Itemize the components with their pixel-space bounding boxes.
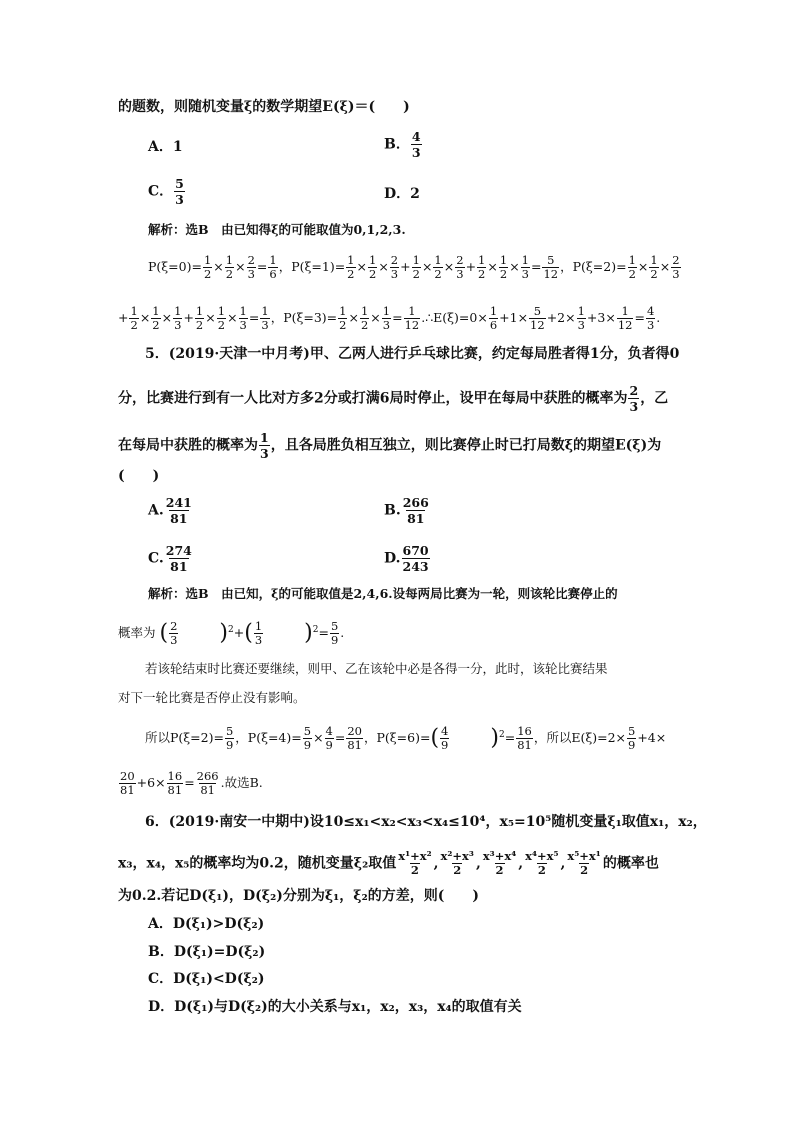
q5-solution-final: $\frac{20}{81}$ +6× $\frac{16}{81}$ = $\frac{266}{81}$ .故选B.	[120, 769, 263, 797]
q4-option-b: B． $\frac{4}{3}$	[384, 129, 421, 160]
q5-solution-para2-line2: 对下一轮比赛是否停止没有影响。	[118, 690, 306, 705]
fraction: $\frac{4}{3}$	[411, 129, 421, 160]
fraction: $\frac{5}{3}$	[175, 176, 184, 207]
q6-option-a: A．D(ξ₁)>D(ξ₂)	[148, 916, 265, 932]
q5-stem-line1: 5．(2019·天津一中月考)甲、乙两人进行乒乓球比赛，约定每局胜者得1分，负者得0	[145, 346, 680, 362]
q4-option-a: A．1	[148, 139, 183, 155]
q6-option-c: C．D(ξ₁)<D(ξ₂)	[148, 971, 265, 987]
q6-stem-line1: 6．(2019·南安一中期中)设10≤x₁<x₂<x₃<x₄≤10⁴，x₅=10⁵随机变量ξ₁取值x₁，x₂，	[145, 814, 707, 830]
q5-stem-line2: 分，比赛进行到有一人比对方多2分或打满6局时停止，设甲在每局中获胜的概率为 $\frac{2}{3}$ ，乙	[118, 383, 669, 414]
q4-option-d: D．2	[384, 186, 420, 202]
q5-option-c: C. $\frac{274}{81}$	[148, 543, 192, 574]
q5-solution-prob: 概率为 ( $\frac{2}{3}$ )$^2$+( $\frac{1}{3}$ )$^2$= $\frac{5}{9}$ .	[118, 619, 345, 648]
q5-solution-probs: 所以P(ξ=2)= $\frac{5}{9}$ ，P(ξ=4)= $\frac{5}{9}$ × $\frac{4}{9}$ = $\frac{20}{81}$ ，P(ξ=6)=( $\frac{4}{9}$ )$^2$= $\frac{16}{81}$ ，所以E(ξ)=2× $\frac{5}{9}$ +4×	[145, 724, 667, 753]
q5-solution-intro: 解析：选B 由已知，ξ的可能取值是2,4,6.设每两局比赛为一轮，则该轮比赛停止的	[148, 586, 618, 601]
q4-solution-line2: + $\frac{1}{2}$ × $\frac{1}{2}$ × $\frac{1}{3}$ + $\frac{1}{2}$ × $\frac{1}{2}$ × $\frac{1}{3}$ = $\frac{1}{3}$ ，P(ξ=3)= $\frac{1}{2}$ × $\frac{1}{2}$ × $\frac{1}{3}$ = $\frac{1}{12}$ .∴E(ξ)=0× $\frac{1}{6}$ +1× $\frac{5}{12}$ +2× $\frac{1}{3}$ +3× $\frac{1}{12}$ = $\frac{4}{3}$ .	[118, 304, 661, 332]
q5-option-d: D. $\frac{670}{243}$	[384, 543, 429, 574]
q6-option-d: D．D(ξ₁)与D(ξ₂)的大小关系与x₁，x₂，x₃，x₄的取值有关	[148, 999, 522, 1015]
q5-stem-line4: ( )	[118, 468, 160, 484]
q5-option-b: B. $\frac{266}{81}$	[384, 495, 429, 526]
q6-stem-line3: 为0.2.若记D(ξ₁)，D(ξ₂)分别为ξ₁，ξ₂的方差，则( )	[118, 888, 479, 904]
q5-stem-line3: 在每局中获胜的概率为 $\frac{1}{3}$ ，且各局胜负相互独立，则比赛停止时已打局数ξ的期望E(ξ)为	[118, 430, 662, 461]
q6-stem-line2: x₃，x₄，x₅的概率均为0.2，随机变量ξ₂取值 $\frac{\text{x¹+x²}}{2}$ , $\frac{\text{x²+x³}}{2}$ , $\frac{\text{x³+x⁴}}{2}$ , $\frac{\text{x⁴+x⁵}}{2}$ , $\frac{\text{x⁵+x¹}}{2}$ 的概率也	[118, 849, 659, 877]
q4-solution-line1: P(ξ=0)= $\frac{1}{2}$ × $\frac{1}{2}$ × $\frac{2}{3}$ = $\frac{1}{6}$ ，P(ξ=1)= $\frac{1}{2}$ × $\frac{1}{2}$ × $\frac{2}{3}$ + $\frac{1}{2}$ × $\frac{1}{2}$ × $\frac{2}{3}$ + $\frac{1}{2}$ × $\frac{1}{2}$ × $\frac{1}{3}$ = $\frac{5}{12}$ ，P(ξ=2)= $\frac{1}{2}$ × $\frac{1}{2}$ × $\frac{2}{3}$	[148, 253, 680, 281]
q6-option-b: B．D(ξ₁)=D(ξ₂)	[148, 944, 266, 960]
q5-solution-para2-line1: 若该轮结束时比赛还要继续，则甲、乙在该轮中必是各得一分，此时，该轮比赛结果	[145, 661, 608, 676]
q4-option-c: C． $\frac{5}{3}$	[148, 176, 184, 207]
q4-solution-intro: 解析：选B 由已知得ξ的可能取值为0,1,2,3.	[148, 222, 406, 237]
q4-stem-tail: 的题数，则随机变量ξ的数学期望E(ξ)＝( )	[118, 99, 410, 115]
q5-option-a: A. $\frac{241}{81}$	[148, 495, 192, 526]
